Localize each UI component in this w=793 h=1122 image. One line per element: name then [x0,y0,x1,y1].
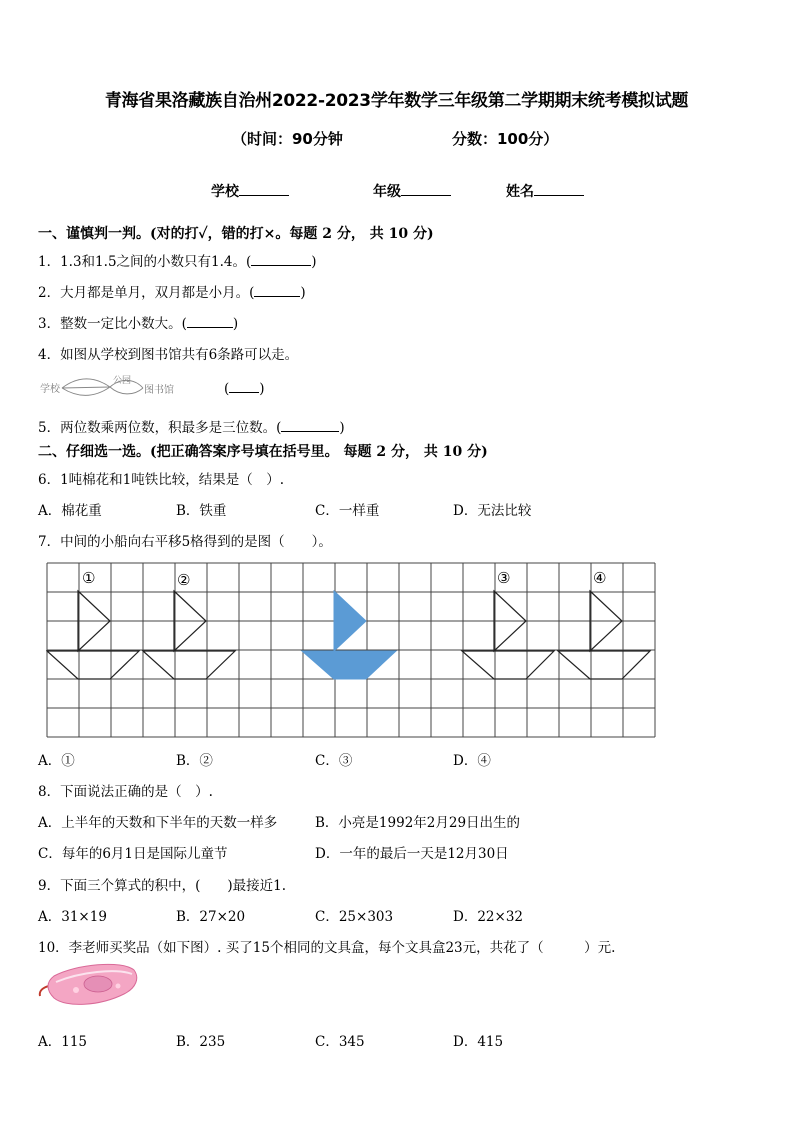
q7-option-b[interactable]: B．② [176,753,213,769]
q6-option-c[interactable]: C．一样重 [315,503,380,519]
q9-option-a[interactable]: A．31×19 [38,909,107,925]
close-paren: ) [339,420,345,436]
boat-4 [558,591,650,679]
q10-option-b[interactable]: B．235 [176,1034,226,1050]
grid-lines [47,563,655,737]
section1-heading: 一、谨慎判一判。(对的打✓，错的打×。每题 2 分， 共 10 分) [38,226,434,242]
question-3-text: 3．整数一定比小数大。( [38,316,187,332]
pencil-case-dot [116,984,121,989]
close-paren: ) [311,254,317,270]
boat-3-hull [462,651,554,679]
boat-label-2: ② [177,571,191,589]
open-paren: ( [224,381,230,397]
boat-middle-sail [334,591,366,651]
question-9: 9．下面三个算式的积中，( )最接近1. [38,878,287,894]
pencil-case-dot [73,987,79,993]
question-4-answer [224,380,265,397]
name-blank [534,181,584,196]
route-diagram [38,372,188,400]
name-field [506,181,584,201]
question-7: 7．中间的小船向右平移5格得到的是图（ ）。 [38,534,332,550]
boat-label-3: ③ [497,569,511,587]
question-2-text: 2．大月都是单月，双月都是小月。( [38,285,255,301]
question-1-text: 1．1.3和1.5之间的小数只有1.4。( [38,254,252,270]
grade-label: 年级 [373,184,401,200]
question-3 [38,312,238,332]
q10-option-c[interactable]: C．345 [315,1034,365,1050]
question-4: 4．如图从学校到图书馆共有6条路可以走。 [38,347,299,363]
exam-time: （时间：90分钟 [232,130,343,148]
q6-option-a[interactable]: A．棉花重 [38,503,102,519]
name-label: 姓名 [506,184,534,200]
route-park-label: 公园 [113,376,132,386]
question-5-text: 5．两位数乘两位数，积最多是三位数。( [38,420,282,436]
exam-title: 青海省果洛藏族自治州2022-2023学年数学三年级第二学期期末统考模拟试题 [104,91,689,111]
grade-field [373,181,451,201]
boat-1-hull [47,651,139,679]
route-school-label: 学校 [40,384,60,395]
q8-option-d[interactable]: D．一年的最后一天是12月30日 [315,846,509,862]
question-10: 10．李老师买奖品（如下图）. 买了15个相同的文具盒，每个文具盒23元，共花了（ ）元. [38,940,616,956]
boat-3 [462,591,554,679]
boat-label-4: ④ [593,569,607,587]
answer-blank-4[interactable] [229,380,259,393]
q8-option-c[interactable]: C．每年的6月1日是国际儿童节 [38,846,228,862]
school-blank [239,181,289,196]
close-paren: ) [232,316,239,332]
q10-option-a[interactable]: A．115 [38,1034,88,1050]
school-field [211,181,289,201]
q6-option-d[interactable]: D．无法比较 [453,503,532,519]
close-paren: ) [300,285,306,301]
answer-blank-1[interactable] [251,253,311,266]
school-label: 学校 [211,184,239,200]
boat-2-hull [143,651,235,679]
answer-blank-2[interactable] [254,284,300,297]
exam-score: 分数：100分） [452,130,559,148]
boat-1 [47,591,139,679]
boat-middle [302,591,396,679]
q8-option-b[interactable]: B．小亮是1992年2月29日出生的 [315,815,521,831]
question-2 [38,281,306,301]
section2-heading: 二、仔细选一选。(把正确答案序号填在括号里。 每题 2 分， 共 10 分) [38,444,488,460]
q10-option-d[interactable]: D．415 [453,1034,504,1050]
pencil-case-decoration [84,976,112,992]
answer-blank-5[interactable] [281,419,339,432]
q7-option-a[interactable]: A．① [38,753,75,769]
question-8: 8．下面说法正确的是（ ）. [38,784,213,800]
answer-blank-3[interactable] [187,315,233,328]
grade-blank [401,181,451,196]
close-paren: ) [259,381,265,397]
question-1 [38,250,317,270]
boat-middle-hull [302,651,396,679]
boat-2 [143,591,235,679]
route-path [110,387,143,394]
boat-grid-figure [46,562,658,740]
q7-option-c[interactable]: C．③ [315,753,353,769]
q9-option-d[interactable]: D．22×32 [453,909,523,925]
route-path [62,387,110,388]
q7-option-d[interactable]: D．④ [453,753,491,769]
q6-option-b[interactable]: B．铁重 [176,503,227,519]
route-path [62,379,110,388]
pencil-case-image [36,962,140,1010]
q9-option-c[interactable]: C．25×303 [315,909,394,925]
question-6: 6．1吨棉花和1吨铁比较，结果是（ ）. [38,472,285,488]
question-5 [38,416,345,436]
boat-4-hull [558,651,650,679]
boat-label-1: ① [82,569,96,587]
q8-option-a[interactable]: A．上半年的天数和下半年的天数一样多 [38,815,278,831]
q9-option-b[interactable]: B．27×20 [176,909,246,925]
route-library-label: 图书馆 [144,385,174,396]
